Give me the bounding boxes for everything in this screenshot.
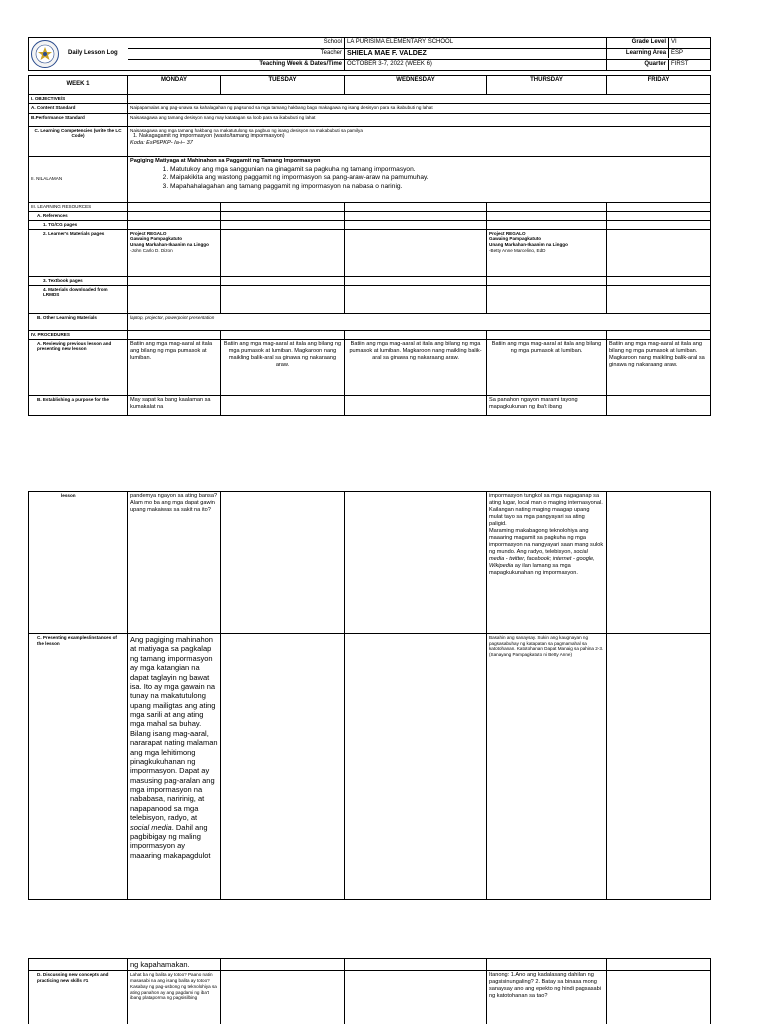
lm-gawain: Gawaing Pampagkatuto [130,236,183,242]
day-tuesday: TUESDAY [221,76,345,95]
other-materials-label: B. Other Learning Materials [29,313,128,330]
lm-markahan: Unang Markahan-Ikaanim na Linggo [130,242,209,248]
proc-a-label: A. Reviewing previous lesson and presenting new lesson [29,339,128,395]
quarter-value: FIRST [671,61,689,68]
content-standard-text: Naipapamalas ang pag-unawa sa kahalagahan ng pagsunod sa mga tamang hakbang bago makagawa ng isang desisyon para sa ikabubuti ng lahat [128,103,711,113]
lm-author: -Betty Anne Marcelino, EdD [489,247,546,253]
day-friday: FRIDAY [607,76,711,95]
lrmds-label: 4. Materials downloaded from LRMDS [29,285,128,313]
proc-d-thursday: Itanong: 1.Ano ang kadalasang dahilan ng pagsisinungaling? 2. Batay sa binasa mong sanaysay ano ang epekto ng hindi pagsasabi ng katotohanan sa tao? [487,971,607,1024]
proc-c-thursday: Basahin ang sanaysay. Sukin ang kaugnayan ng pagsasabuhay ng katapatan sa pagmamahal sa katotohanan. Katotohanan Dapat Manaig sa pahina 2-3.(Sanayang Pampagkatuto ni Betty Anne) [487,634,607,900]
day-monday: MONDAY [128,76,221,95]
teacher-label: Teacher [128,48,345,59]
teacher-value: SHIELA MAE F. VALDEZ [345,48,607,59]
competency-item: 1. Nakagagamit ng impormasyon (wasto/tamang impormasyon) [133,133,285,140]
area-value: ESP [671,49,684,56]
proc-b-thursday-para2: Maraming makabagong teknolohiya ang maaaring magamit sa pagkuha ng mga impormasyon na nangyayari saan mang sulok ng mundo. Ang radyo, telebisyon, social media - twitter, facebook; internet - google, Wikipedia ay ilan lamang sa mga mapagkukunahan ng impormasyon. [489,527,604,576]
proc-b-label: B. Establishing a purpose for the [29,395,128,415]
proc-a-tuesday: Batiin ang mga mag-aaral at itala ang bilang ng mga pumasok at lumiban. Magkaroon nang maikling balik-aral sa ginawa ng nakaraang araw. [221,339,345,395]
dll-table-part-2 [28,491,711,900]
lm-author: -John Carlo D. Dizon [130,247,173,253]
competencies-text: Naisasagawa ang mga tamang hakbang na makatutulong sa pagbuo ng isang desisyon na makabubuti sa pamilya [130,127,363,133]
proc-b-label-cont: lesson [29,492,128,634]
textbook-pages-label: 3. Textbook pages [29,276,128,285]
proc-d-monday: Lahat ba ng balita ay totoo? Paano natin masasabi na ang isang balita ay totoo? Kasabay ng pag-usbong ng teknolohiya sa ating panahon ay ang pagdami ng iba't ibang plataporma ng pagsisilbing [128,971,221,1024]
week-label: Teaching Week & Dates/Time [128,60,345,71]
nilalaman-item: 2. Maipakikita ang wastong paggamit ng impormasyon sa pang-araw-araw na pamumuhay. [170,174,708,183]
nilalaman-item: 3. Mapahahalagahan ang tamang paggamit ng impormasyon na nabasa o narinig. [170,183,708,192]
lm-project: Project REGALO [489,230,526,236]
nilalaman-objectives-list [130,166,708,192]
proc-a-friday: Batiin ang mga mag-aaral at itala ang bilang ng mga pumasok at lumiban. Magkaroon nang maikling balik-aral sa ginawa ng nakaraang araw. [607,339,711,395]
competency-code: Koda: EsP6PKP- Ia-i– 37 [130,140,193,147]
proc-c-label: C. Presenting examples/instances of the lesson [29,634,128,900]
area-label: Learning Area [607,49,669,59]
other-materials-text: laptop, projector, powerpoint presentation [128,313,711,330]
week-value: OCTOBER 3-7, 2022 (WEEK 6) [345,60,607,71]
lm-pages-label: 2. Learner's Materials pages [29,229,128,276]
dll-table-part-1 [28,37,711,416]
day-wednesday: WEDNESDAY [345,76,487,95]
section-objectives: I. OBJECTIVE/S [29,95,128,104]
day-thursday: THURSDAY [487,76,607,95]
proc-c-monday: Ang pagiging mahinahon at matiyaga sa pagkalap ng tamang impormasyon ay mga katangian na dapat taglayin ng bawat isa. Ito ay mga gawain na tunay na makatutulong upang mailigtas ang ating mga sarili at ang ating mga mahal sa buhay. Bilang isang mag-aaral, nararapat nating malaman ang mga lehitimong pinagkukuhanan ng impormasyon. Dapat ay masusing pag-aralan ang mga impormasyon na nababasa, naririnig, at napapanood sa mga telebisyon, radyo, at social media. Dahil ang pagbibigay ng maling impormasyon ay maaaring makapagdulot [128,634,221,900]
dll-title: Daily Lesson Log [68,50,118,57]
performance-standard-label: B.Performance Standard [29,113,128,126]
proc-b-thursday-cont [487,492,607,634]
school-value: LA PURISIMA ELEMENTARY SCHOOL [345,38,607,49]
tg-pages-label: 1. TG/CG pages [29,220,128,229]
nilalaman-item: 1. Matutukoy ang mga sanggunian na ginagamit sa pagkuha ng tamang impormasyon. [170,166,708,175]
nilalaman-label: II. NILALAMAN [29,156,128,202]
grade-value: VI [671,39,677,45]
monday-lm-cell [128,229,221,276]
header-logo-cell [29,38,128,71]
nilalaman-heading: Pagiging Matiyaga at Mahinahon sa Paggamit ng Tamang Impormasyon [130,157,321,164]
proc-c-monday-cont: ng kapahamakan. [128,959,221,971]
proc-b-thursday: Sa panahon ngayon marami tayong mapagkukunan ng iba't ibang [487,395,607,415]
references-label: A. References [29,211,128,220]
dll-table-part-3 [28,958,711,1024]
proc-d-label: D. Discussing new concepts and practicing new skills #1 [29,971,128,1024]
proc-a-thursday: Batiin ang mga mag-aaral at itala ang bilang ng mga pumasok at lumiban. [487,339,607,395]
deped-seal-icon [30,39,60,69]
performance-standard-text: Naisasagawa ang tamang desisyon nang may katatagan sa loob para sa ikabubuti ng lahat [128,113,711,126]
proc-b-thursday-para1: impormasyon tungkol sa mga nagaganap sa ating lugar, local man o maging internasyonal. Kailangan nating maging maagap upang mulat tayo sa mga pangyayari sa ating paligid. [489,493,603,527]
proc-b-monday-cont: pandemya ngayon sa ating bansa? Alam mo ba ang mga dapat gawin upang makaiwas sa sakit na ito? [128,492,221,634]
proc-a-wednesday: Batiin ang mga mag-aaral at itala ang bilang ng mga pumasok at lumiban. Magkaroon nang maikling balik-aral sa ginawa ng nakaraang araw. [345,339,487,395]
competencies-label: C. Learning Competencies (write the LC Code) [29,126,128,156]
thursday-lm-cell [487,229,607,276]
content-standard-label: A. Content Standard [29,103,128,113]
school-label: School [128,38,345,49]
proc-b-monday: May sapat ka bang kaalaman sa kumakalat na [128,395,221,415]
week-label-cell: WEEK 1 [29,76,128,95]
lm-gawain: Gawaing Pampagkatuto [489,236,542,242]
proc-a-monday: Batiin ang mga mag-aaral at itala ang bilang ng mga pumasok at lumiban. [128,339,221,395]
section-procedures: IV. PROCEDURES [29,330,128,339]
section-resources: III. LEARNING RESOURCES [29,202,128,211]
quarter-label: Quarter [607,60,669,70]
grade-label: Grade Level [607,38,669,48]
lm-markahan: Unang Markahan-Ikaanim na Linggo [489,242,568,248]
lm-project: Project REGALO [130,230,167,236]
